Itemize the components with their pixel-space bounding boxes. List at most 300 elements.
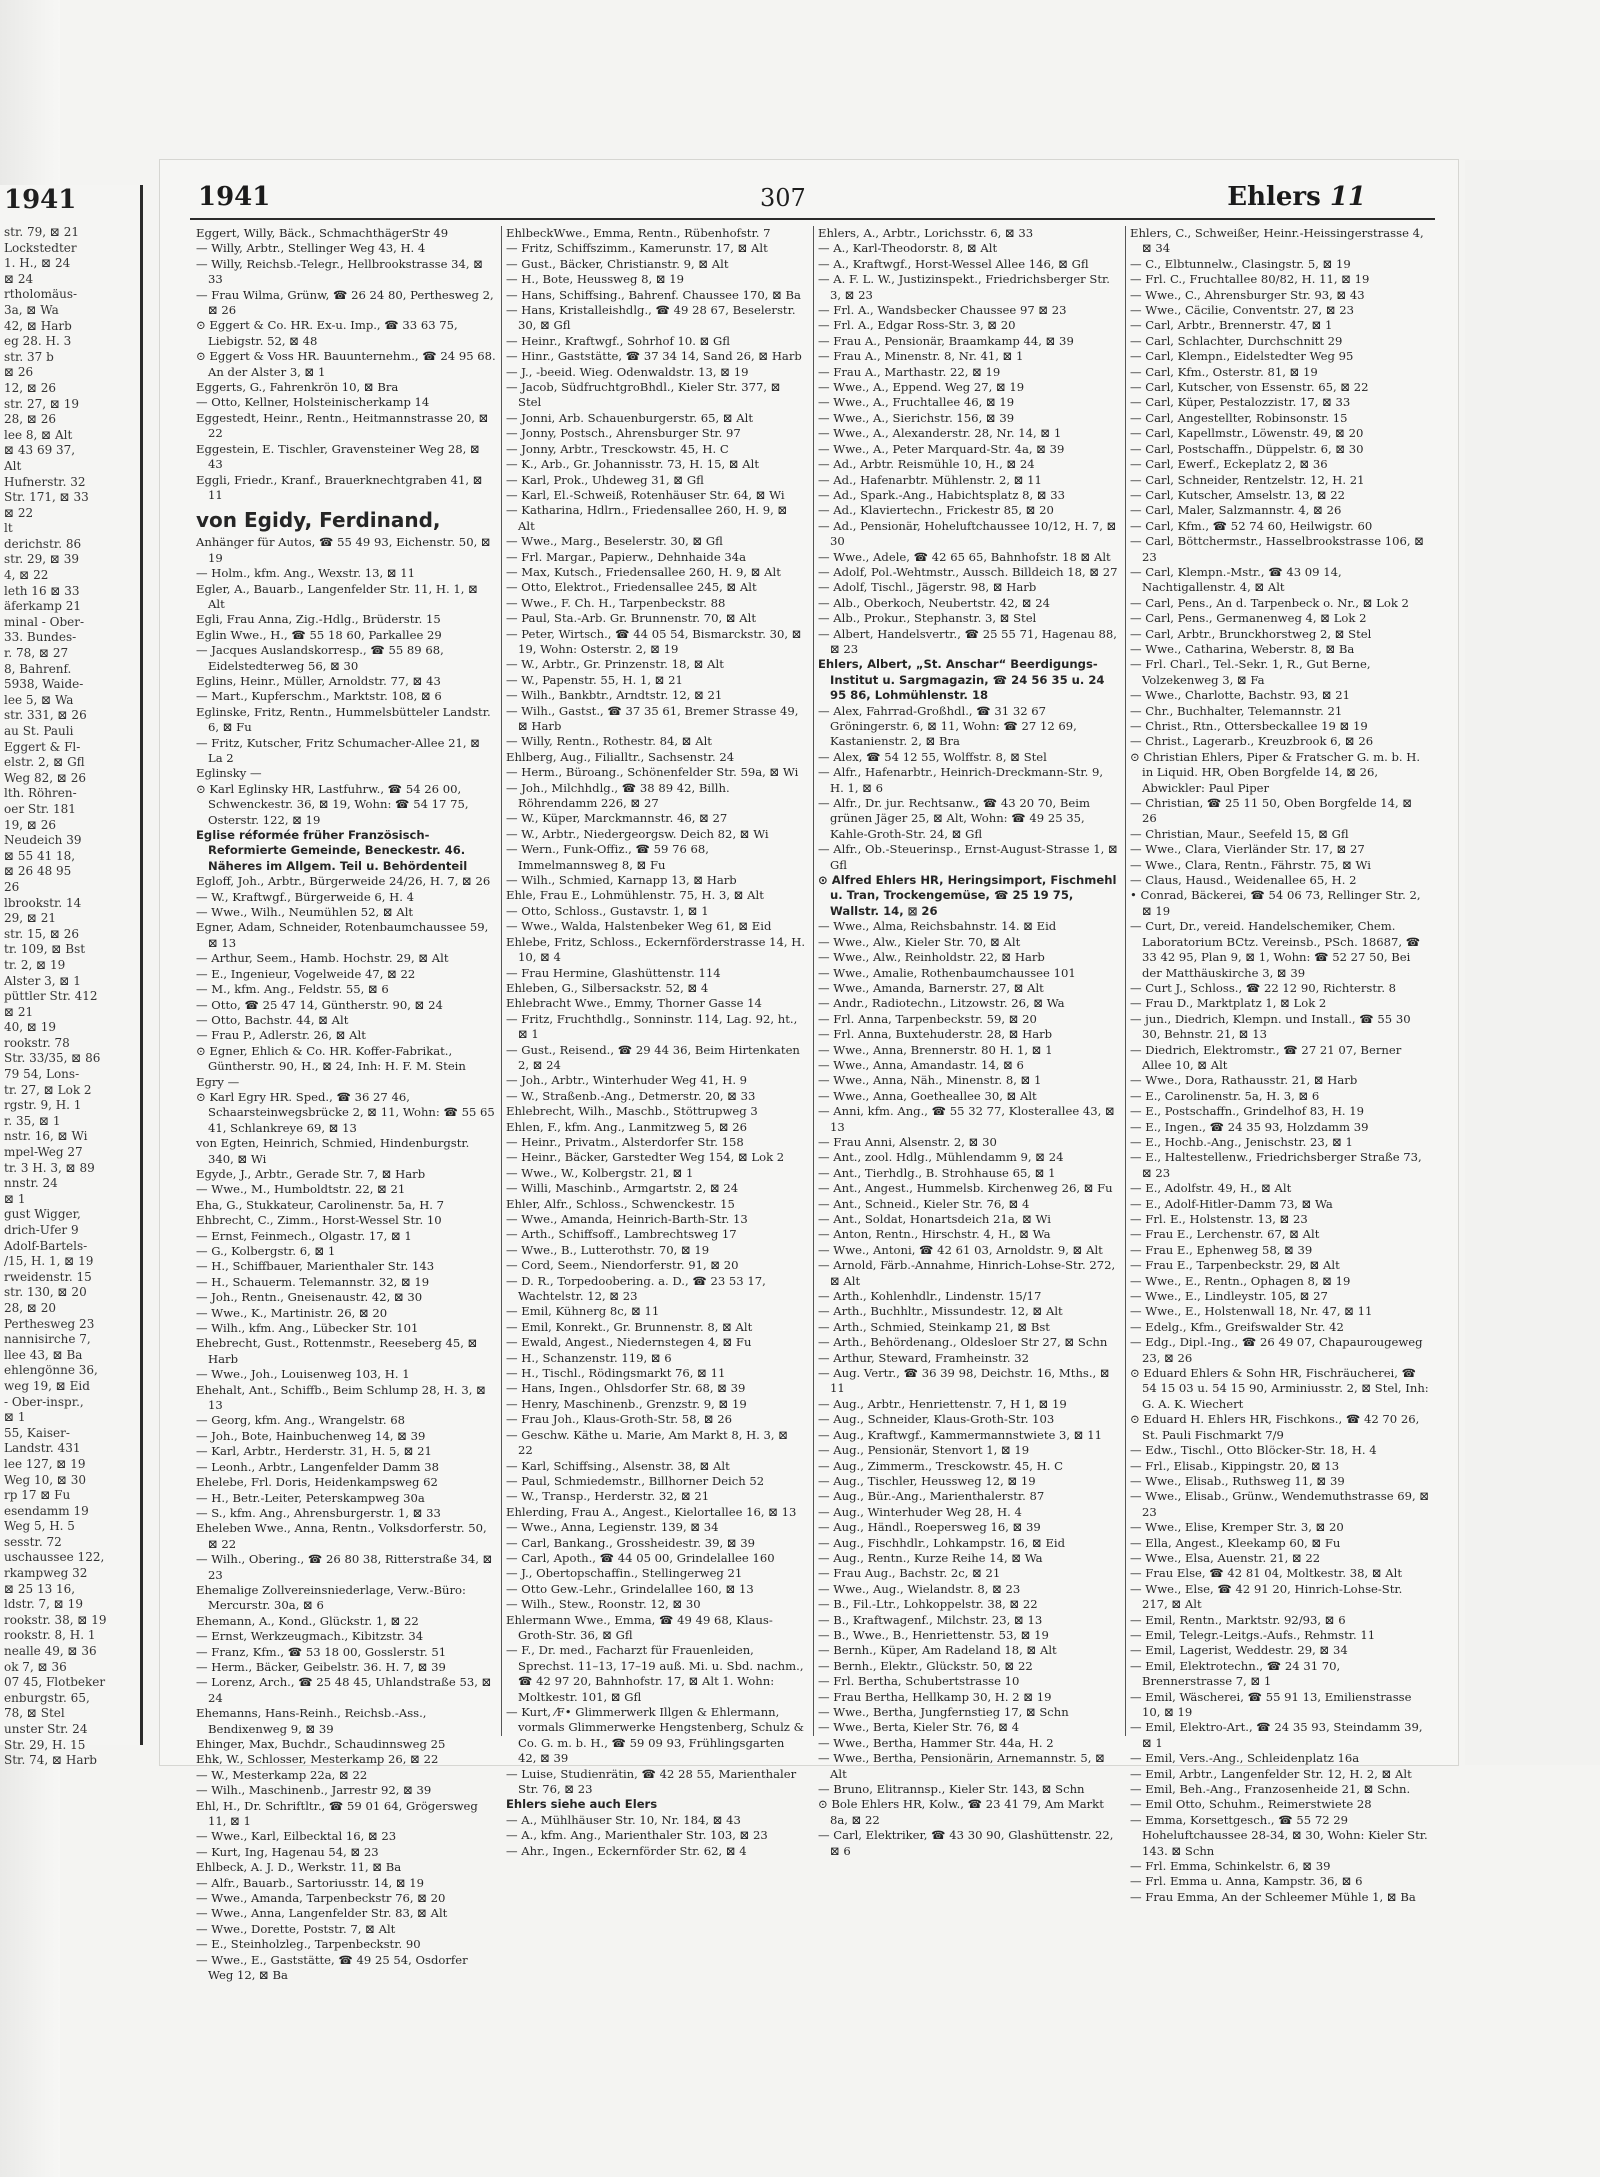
column-divider bbox=[1125, 226, 1126, 1736]
directory-entry: — Wwe., E., Gaststätte, ☎ 49 25 54, Osdorfer Weg 12, ⊠ Ba bbox=[196, 1952, 468, 1983]
directory-entry: — Wwe., Anna, Brennerstr. 80 H. 1, ⊠ 1 bbox=[818, 1042, 1053, 1057]
previous-page-line: ⊠ 1 bbox=[4, 1410, 26, 1425]
directory-entry: — Wilh., Stew., Roonstr. 12, ⊠ 30 bbox=[506, 1597, 701, 1612]
previous-page-line: lbrookstr. 14 bbox=[4, 895, 82, 910]
directory-entry: Ehlbeck, A. J. D., Werkstr. 11, ⊠ Ba bbox=[196, 1860, 402, 1875]
directory-entry: Ehbrecht, C., Zimm., Horst-Wessel Str. 10 bbox=[196, 1213, 442, 1228]
directory-entry: — Wwe., Catharina, Weberstr. 8, ⊠ Ba bbox=[1130, 641, 1355, 656]
previous-page-line: 55, Kaiser- bbox=[4, 1425, 70, 1440]
directory-entry: Ehemann, A., Kond., Glückstr. 1, ⊠ 22 bbox=[196, 1613, 419, 1628]
directory-entry: — Fritz, Schiffszimm., Kamerunstr. 17, ⊠ Alt bbox=[506, 241, 768, 256]
previous-page-line: 12, ⊠ 26 bbox=[4, 380, 57, 395]
directory-entry: — Wwe., Elsa, Auenstr. 21, ⊠ 22 bbox=[1130, 1550, 1321, 1565]
previous-page-line: Eggert & Fl- bbox=[4, 739, 81, 754]
directory-entry: — Wwe., Anna, Langenfelder Str. 83, ⊠ Alt bbox=[196, 1906, 448, 1921]
previous-page-line: tr. 3 H. 3, ⊠ 89 bbox=[4, 1160, 95, 1175]
directory-entry: — Gust., Reisend., ☎ 29 44 36, Beim Hirtenkaten 2, ⊠ 24 bbox=[506, 1042, 800, 1072]
previous-page-line: 1. H., ⊠ 24 bbox=[4, 256, 71, 271]
directory-entry: — Ad., Spark.-Ang., Habichtsplatz 8, ⊠ 33 bbox=[818, 487, 1066, 502]
directory-entry: — Ant., zool. Hdlg., Mühlendamm 9, ⊠ 24 bbox=[818, 1150, 1064, 1165]
directory-entry: — Wwe., Bertha, Jungfernstieg 17, ⊠ Schn bbox=[818, 1705, 1069, 1719]
directory-entry: — Wwe., Berta, Kieler Str. 76, ⊠ 4 bbox=[818, 1720, 1020, 1735]
directory-entry: — Willy, Arbtr., Stellinger Weg 43, H. 4 bbox=[196, 241, 426, 256]
page-header bbox=[160, 182, 1458, 222]
directory-entry: — Wwe., Anna, Goetheallee 30, ⊠ Alt bbox=[818, 1088, 1037, 1103]
running-head bbox=[1227, 182, 1366, 212]
directory-entry: — Wwe., Alw., Reinholdstr. 22, ⊠ Harb bbox=[818, 950, 1045, 965]
previous-page-line: 33. Bundes- bbox=[4, 630, 77, 645]
directory-entry: Egner, Adam, Schneider, Rotenbaumchaussee 59, ⊠ 13 bbox=[196, 920, 489, 950]
directory-entry: — Wwe., Amanda, Barnerstr. 27, ⊠ Alt bbox=[818, 980, 1044, 995]
directory-entry: — Arth., Kohlenhdlr., Lindenstr. 15/17 bbox=[818, 1289, 1042, 1304]
directory-entry: — Max, Kutsch., Friedensallee 260, H. 9, ⊠ Alt bbox=[506, 564, 781, 579]
previous-page-line: rkampweg 32 bbox=[4, 1566, 88, 1581]
directory-entry: — Herm., Büroang., Schönenfelder Str. 59a, ⊠ Wi bbox=[506, 765, 799, 780]
directory-entry: — Jacques Auslandskorresp., ☎ 55 89 68, Eidelstedterweg 56, ⊠ 30 bbox=[196, 643, 444, 673]
directory-entry: ⊙ Eggert & Co. HR. Ex-u. Imp., ☎ 33 63 75, Liebigstr. 52, ⊠ 48 bbox=[196, 318, 458, 348]
directory-entry: — Alfr., Hafenarbtr., Heinrich-Dreckmann-Str. 9, H. 1, ⊠ 6 bbox=[818, 765, 1104, 795]
directory-entry: — Wwe., Charlotte, Bachstr. 93, ⊠ 21 bbox=[1130, 688, 1350, 703]
previous-page-line: llee 43, ⊠ Ba bbox=[4, 1347, 83, 1362]
directory-entry: — Otto, Schloss., Gustavstr. 1, ⊠ 1 bbox=[506, 903, 709, 918]
previous-page-line: str. 29, ⊠ 39 bbox=[4, 552, 80, 567]
directory-entry: — Franz, Kfm., ☎ 53 18 00, Gosslerstr. 51 bbox=[196, 1644, 447, 1659]
directory-entry: — Wilh., Obering., ☎ 26 80 38, Ritterstraße 34, ⊠ 23 bbox=[196, 1552, 493, 1582]
directory-entry: — Aug., Fischhdlr., Lohkampstr. 16, ⊠ Eid bbox=[818, 1535, 1066, 1550]
directory-entry: — Wwe., E., Rentn., Ophagen 8, ⊠ 19 bbox=[1130, 1273, 1351, 1288]
directory-entry: — Wwe., B., Lutterothstr. 70, ⊠ 19 bbox=[506, 1242, 710, 1257]
previous-page-line: lth. Röhren- bbox=[4, 786, 77, 801]
previous-page-line: minal - Ober- bbox=[4, 614, 85, 629]
column-divider bbox=[813, 226, 814, 1736]
directory-entry: — Diedrich, Elektromstr., ☎ 27 21 07, Berner Allee 10, ⊠ Alt bbox=[1130, 1042, 1402, 1072]
column-1 bbox=[196, 226, 496, 1983]
directory-entry: — Willy, Reichsb.-Telegr., Hellbrookstrasse 34, ⊠ 33 bbox=[196, 256, 484, 287]
directory-entry: — Wwe., Wilh., Neumühlen 52, ⊠ Alt bbox=[196, 905, 414, 920]
directory-entry: — Alfr., Ob.-Steuerinsp., Ernst-August-Strasse 1, ⊠ Gfl bbox=[818, 842, 1118, 872]
directory-entry: — Wwe., Bertha, Hammer Str. 44a, H. 2 bbox=[818, 1735, 1054, 1750]
directory-entry: — H., Schiffbauer, Marienthaler Str. 143 bbox=[196, 1259, 435, 1274]
directory-entry: — jun., Diedrich, Klempn. und Install., ☎ 55 30 30, Behnstr. 21, ⊠ 13 bbox=[1130, 1011, 1411, 1042]
directory-entry: — Frau Else, ☎ 42 81 04, Moltkestr. 38, ⊠ Alt bbox=[1130, 1566, 1403, 1581]
directory-entry: — Frau E., Tarpenbeckstr. 29, ⊠ Alt bbox=[1130, 1258, 1340, 1273]
directory-entry: — Ernst, Werkzeugmach., Kibitzstr. 34 bbox=[196, 1629, 424, 1644]
directory-entry: — Aug., Rentn., Kurze Reihe 14, ⊠ Wa bbox=[818, 1550, 1043, 1565]
directory-entry: Ehebrecht, Gust., Rottenmstr., Reeseberg 45, ⊠ Harb bbox=[196, 1336, 478, 1366]
previous-page-line: 5938, Waide- bbox=[4, 677, 84, 692]
directory-entry: — Herm., Bäcker, Geibelstr. 36. H. 7, ⊠ 39 bbox=[196, 1659, 446, 1674]
directory-entry: — Carl, Kfm., Osterstr. 81, ⊠ 19 bbox=[1130, 364, 1318, 379]
directory-entry: — Otto, ☎ 25 47 14, Güntherstr. 90, ⊠ 24 bbox=[196, 997, 443, 1012]
directory-entry: Ehlers, Albert, „St. Anschar“ Beerdigungs-Institut u. Sargmagazin, ☎ 24 56 35 u. 24 95 86, Lohmühlenstr. 18 bbox=[818, 657, 1105, 703]
directory-entry: — Carl, Kutscher, Amselstr. 13, ⊠ 22 bbox=[1130, 487, 1346, 502]
directory-entry: — Otto, Elektrot., Friedensallee 245, ⊠ Alt bbox=[506, 580, 757, 595]
directory-entry: — Aug., Bür.-Ang., Marienthalerstr. 87 bbox=[818, 1489, 1045, 1504]
previous-page-line: Weg 5, H. 5 bbox=[4, 1519, 75, 1534]
directory-entry: Eglins, Heinr., Müller, Arnoldstr. 77, ⊠ 43 bbox=[196, 673, 441, 688]
directory-entry: — Wwe., A., Alexanderstr. 28, Nr. 14, ⊠ 1 bbox=[818, 426, 1062, 441]
directory-entry: — Alex, ☎ 54 12 55, Wolffstr. 8, ⊠ Stel bbox=[818, 749, 1047, 764]
directory-entry: — Fritz, Kutscher, Fritz Schumacher-Allee 21, ⊠ La 2 bbox=[196, 735, 480, 765]
previous-page-line: 4, ⊠ 22 bbox=[4, 568, 49, 583]
directory-entry: Ehemanns, Hans-Reinh., Reichsb.-Ass., Bendixenweg 9, ⊠ 39 bbox=[196, 1706, 427, 1736]
directory-entry: — Jonny, Arbtr., Tresckowstr. 45, H. C bbox=[506, 441, 729, 456]
directory-entry: — Carl, Klempn.-Mstr., ☎ 43 09 14, Nachtigallenstr. 4, ⊠ Alt bbox=[1130, 564, 1342, 595]
directory-entry: — Wwe., A., Peter Marquard-Str. 4a, ⊠ 39 bbox=[818, 441, 1065, 456]
directory-entry: — Aug., Tischler, Heussweg 12, ⊠ 19 bbox=[818, 1473, 1036, 1488]
directory-entry: ⊙ Karl Eglinsky HR, Lastfuhrw., ☎ 54 26 00, Schwenckestr. 36, ⊠ 19, Wohn: ☎ 54 17 75, Osterstr. 122, ⊠ 19 bbox=[196, 781, 469, 827]
directory-entry: — Henry, Maschinenb., Grenzstr. 9, ⊠ 19 bbox=[506, 1396, 747, 1411]
directory-entry: — H., Tischl., Rödingsmarkt 76, ⊠ 11 bbox=[506, 1366, 726, 1381]
directory-entry: — Emil, Rentn., Marktstr. 92/93, ⊠ 6 bbox=[1130, 1612, 1346, 1627]
previous-page-line: au St. Pauli bbox=[4, 724, 74, 738]
directory-entry: Eggert, Willy, Bäck., SchmachthägerStr 49 bbox=[196, 226, 449, 240]
previous-page-line: uschaussee 122, bbox=[4, 1550, 105, 1565]
directory-entry: Ehlberg, Aug., Filialltr., Sachsenstr. 24 bbox=[506, 749, 735, 764]
directory-entry: von Egidy, Ferdinand, bbox=[196, 508, 441, 533]
directory-entry: ⊙ Eduard Ehlers & Sohn HR, Fischräucherei, ☎ 54 15 03 u. 54 15 90, Arminiusstr. 2, ⊠ Stel, Inh: G. A. K. Wiechert bbox=[1130, 1366, 1429, 1411]
directory-entry: Eglinske, Fritz, Rentn., Hummelsbütteler Landstr. 6, ⊠ Fu bbox=[196, 704, 491, 735]
directory-entry: — Emil, Telegr.-Leitgs.-Aufs., Rehmstr. 11 bbox=[1130, 1627, 1376, 1642]
directory-entry: — Wwe., Dora, Rathausstr. 21, ⊠ Harb bbox=[1130, 1073, 1358, 1088]
directory-entry: — Wwe., Alma, Reichsbahnstr. 14. ⊠ Eid bbox=[818, 919, 1057, 934]
directory-entry: — Frau Aug., Bachstr. 2c, ⊠ 21 bbox=[818, 1566, 1001, 1581]
directory-entry: — Paul, Sta.-Arb. Gr. Brunnenstr. 70, ⊠ Alt bbox=[506, 611, 757, 626]
directory-entry: — Ant., Schneid., Kieler Str. 76, ⊠ 4 bbox=[818, 1196, 1030, 1211]
directory-entry: — Wwe., F. Ch. H., Tarpenbeckstr. 88 bbox=[506, 595, 726, 610]
directory-entry: — Wwe., A., Eppend. Weg 27, ⊠ 19 bbox=[818, 380, 1025, 395]
directory-entry: — W., Kraftwgf., Bürgerweide 6, H. 4 bbox=[196, 889, 414, 904]
directory-entry: — Aug., Kraftwgf., Kammermannstwiete 3, ⊠ 11 bbox=[818, 1427, 1102, 1442]
previous-page-line: püttler Str. 412 bbox=[4, 989, 98, 1004]
directory-entry: Eha, G., Stukkateur, Carolinenstr. 5a, H. 7 bbox=[196, 1197, 445, 1212]
previous-page-line: Neudeich 39 bbox=[4, 833, 82, 848]
directory-entry: — Frl. A., Edgar Ross-Str. 3, ⊠ 20 bbox=[818, 318, 1016, 333]
directory-entry: — Carl, Postschaffn., Düppelstr. 6, ⊠ 30 bbox=[1130, 441, 1364, 456]
directory-entry: — E., Haltestellenw., Friedrichsberger Straße 73, ⊠ 23 bbox=[1130, 1150, 1422, 1180]
directory-entry: — Wwe., Aug., Wielandstr. 8, ⊠ 23 bbox=[818, 1581, 1021, 1596]
directory-entry: — J., Obertopschaffin., Stellingerweg 21 bbox=[506, 1566, 743, 1581]
directory-entry: — Wwe., Amanda, Heinrich-Barth-Str. 13 bbox=[506, 1212, 748, 1226]
directory-entry: — Frau Joh., Klaus-Groth-Str. 58, ⊠ 26 bbox=[506, 1412, 733, 1427]
previous-page-line: ⊠ 1 bbox=[4, 1191, 26, 1206]
directory-entry: — Christ., Rtn., Ottersbeckallee 19 ⊠ 19 bbox=[1130, 719, 1368, 733]
directory-entry: EhlbeckWwe., Emma, Rentn., Rübenhofstr. 7 bbox=[506, 226, 771, 240]
directory-entry: — Peter, Wirtsch., ☎ 44 05 54, Bismarckstr. 30, ⊠ 19, Wohn: Osterstr. 2, ⊠ 19 bbox=[506, 626, 802, 656]
directory-entry: — Joh., Milchhdlg., ☎ 38 89 42, Billh. Röhrendamm 226, ⊠ 27 bbox=[506, 780, 730, 811]
directory-entry: Ehl, H., Dr. Schriftltr., ☎ 59 01 64, Grögersweg 11, ⊠ 1 bbox=[196, 1798, 478, 1829]
directory-entry: — Wwe., Cäcilie, Conventstr. 27, ⊠ 23 bbox=[1130, 303, 1355, 318]
directory-entry: Eggli, Friedr., Kranf., Brauerknechtgraben 41, ⊠ 11 bbox=[196, 472, 483, 502]
directory-entry: — Alfr., Dr. jur. Rechtsanw., ☎ 43 20 70, Beim grünen Jäger 25, ⊠ Alt, Wohn: ☎ 49 25 35, Kahle-Groth-Str. 24, ⊠ Gfl bbox=[818, 796, 1090, 841]
directory-entry: — Christian, ☎ 25 11 50, Oben Borgfelde 14, ⊠ 26 bbox=[1130, 796, 1413, 826]
directory-entry: — Emil, Arbtr., Langenfelder Str. 12, H. 2, ⊠ Alt bbox=[1130, 1766, 1412, 1781]
directory-entry: — Emil, Beh.-Ang., Franzosenheide 21, ⊠ Schn. bbox=[1130, 1782, 1411, 1797]
directory-entry: — E., Steinholzleg., Tarpenbeckstr. 90 bbox=[196, 1937, 421, 1952]
directory-entry: — W., Arbtr., Gr. Prinzenstr. 18, ⊠ Alt bbox=[506, 657, 724, 672]
directory-entry: — H., Bote, Heussweg 8, ⊠ 19 bbox=[506, 272, 684, 287]
directory-entry: — Wilh., Maschinenb., Jarrestr 92, ⊠ 39 bbox=[196, 1783, 432, 1798]
previous-page-line: Landstr. 431 bbox=[4, 1441, 81, 1456]
directory-entry: — E., Adolf-Hitler-Damm 73, ⊠ Wa bbox=[1130, 1196, 1333, 1211]
directory-entry: — Holm., kfm. Ang., Wexstr. 13, ⊠ 11 bbox=[196, 566, 416, 581]
directory-entry: — Bruno, Elitrannsp., Kieler Str. 143, ⊠ Schn bbox=[818, 1782, 1085, 1797]
directory-entry: — Otto Gew.-Lehr., Grindelallee 160, ⊠ 13 bbox=[506, 1581, 754, 1596]
directory-entry: — Wwe., Anna, Legienstr. 139, ⊠ 34 bbox=[506, 1520, 719, 1535]
directory-entry: — Carl, Kutscher, von Essenstr. 65, ⊠ 22 bbox=[1130, 380, 1369, 395]
previous-page-line: rookstr. 8, H. 1 bbox=[4, 1628, 96, 1643]
directory-entry: Ehle, Frau E., Lohmühlenstr. 75, H. 3, ⊠ Alt bbox=[506, 888, 764, 903]
previous-page-line: tr. 2, ⊠ 19 bbox=[4, 957, 66, 972]
directory-entry: — Lorenz, Arch., ☎ 25 48 45, Uhlandstraße 53, ⊠ 24 bbox=[196, 1675, 492, 1705]
previous-page-line: ⊠ 43 69 37, bbox=[4, 443, 76, 458]
directory-entry: — Ad., Klaviertechn., Frickestr 85, ⊠ 20 bbox=[818, 503, 1054, 518]
directory-entry: — Katharina, Hdlrn., Friedensallee 260, H. 9, ⊠ Alt bbox=[506, 503, 788, 533]
directory-entry: Egli, Frau Anna, Zig.-Hdlg., Brüderstr. 15 bbox=[196, 612, 441, 627]
directory-entry: ⊙ Eggert & Voss HR. Bauunternehm., ☎ 24 95 68. An der Alster 3, ⊠ 1 bbox=[196, 349, 496, 379]
previous-page-line: weg 19, ⊠ Eid bbox=[4, 1378, 90, 1393]
directory-entry: — Jonny, Postsch., Ahrensburger Str. 97 bbox=[506, 426, 741, 441]
directory-entry: — Luise, Studienrätin, ☎ 42 28 55, Marienthaler Str. 76, ⊠ 23 bbox=[506, 1766, 797, 1797]
directory-entry: — Edelg., Kfm., Greifswalder Str. 42 bbox=[1130, 1319, 1344, 1334]
previous-page-line: 07 45, Flotbeker bbox=[4, 1675, 106, 1690]
previous-page-fragment bbox=[0, 185, 143, 1768]
previous-page-line: str. 27, ⊠ 19 bbox=[4, 396, 80, 411]
directory-entry: ⊙ Eduard H. Ehlers HR, Fischkons., ☎ 42 70 26, St. Pauli Fischmarkt 7/9 bbox=[1130, 1412, 1420, 1442]
directory-entry: — Claus, Hausd., Weidenallee 65, H. 2 bbox=[1130, 873, 1357, 888]
directory-entry: — Aug., Winterhuder Weg 28, H. 4 bbox=[818, 1504, 1022, 1519]
directory-entry: — Wwe., K., Martinistr. 26, ⊠ 20 bbox=[196, 1305, 388, 1320]
directory-entry: — Arth., Buchhltr., Missundestr. 12, ⊠ Alt bbox=[818, 1304, 1063, 1319]
previous-page-line: ⊠ 55 41 18, bbox=[4, 848, 76, 863]
directory-entry: — E., Postschaffn., Grindelhof 83, H. 19 bbox=[1130, 1104, 1365, 1119]
directory-entry: — Alex, Fahrrad-Großhdl., ☎ 31 32 67 Gröningerstr. 6, ⊠ 11, Wohn: ☎ 27 12 69, Kastanienstr. 2, ⊠ Bra bbox=[818, 703, 1077, 749]
directory-entry: — Wwe., A., Sierichstr. 156, ⊠ 39 bbox=[818, 410, 1015, 425]
previous-page-line: 29, ⊠ 21 bbox=[4, 911, 57, 926]
directory-entry: — Cord, Seem., Niendorferstr. 91, ⊠ 20 bbox=[506, 1258, 739, 1273]
previous-page-line: 3a, ⊠ Wa bbox=[4, 302, 59, 317]
directory-entry: — D. R., Torpedoobering. a. D., ☎ 23 53 17, Wachtelstr. 12, ⊠ 23 bbox=[506, 1273, 766, 1304]
directory-entry: — Heinr., Kraftwgf., Sohrhof 10. ⊠ Gfl bbox=[506, 333, 730, 348]
previous-page-line: tr. 109, ⊠ Bst bbox=[4, 942, 86, 957]
directory-entry: — Wwe., E., Lindleystr. 105, ⊠ 27 bbox=[1130, 1289, 1328, 1304]
directory-entry: — Wwe., Dorette, Poststr. 7, ⊠ Alt bbox=[196, 1921, 396, 1936]
directory-entry: — Joh., Bote, Hainbuchenweg 14, ⊠ 39 bbox=[196, 1428, 426, 1443]
previous-page-line: 40, ⊠ 19 bbox=[4, 1020, 57, 1035]
directory-entry: — Frl. Charl., Tel.-Sekr. 1, R., Gut Berne, Volzekenweg 3, ⊠ Fa bbox=[1130, 657, 1371, 687]
directory-entry: — Joh., Arbtr., Winterhuder Weg 41, H. 9 bbox=[506, 1073, 748, 1088]
directory-entry: — Curt, Dr., vereid. Handelschemiker, Chem. Laboratorium BCtz. Vereinsb., PSch. 18687, ☎ 33 42 95, Plan 9, ⊠ 1, Wohn: ☎ 52 27 50, Bei der Matthäuskirche 3, ⊠ 39 bbox=[1130, 919, 1421, 980]
directory-entry: — Carl, Kapellmstr., Löwenstr. 49, ⊠ 20 bbox=[1130, 426, 1364, 441]
directory-entry: Eggerts, G., Fahrenkrön 10, ⊠ Bra bbox=[196, 380, 399, 395]
directory-entry: — Willy, Rentn., Rothestr. 84, ⊠ Alt bbox=[506, 734, 712, 749]
directory-entry: — Karl, Arbtr., Herderstr. 31, H. 5, ⊠ 21 bbox=[196, 1444, 432, 1459]
previous-page-line: lt bbox=[4, 521, 13, 536]
page-number: 307 bbox=[760, 184, 806, 212]
directory-entry: ⊙ Christian Ehlers, Piper & Fratscher G. m. b. H. in Liquid. HR, Oben Borgfelde 14, ⊠ 26, Abwickler: Paul Piper bbox=[1130, 749, 1421, 795]
directory-entry: — Adolf, Tischl., Jägerstr. 98, ⊠ Harb bbox=[818, 580, 1037, 595]
column-divider bbox=[501, 226, 502, 1736]
directory-entry: Ehlerding, Frau A., Angest., Kielortallee 16, ⊠ 13 bbox=[506, 1504, 797, 1519]
previous-page-line: ⊠ 22 bbox=[4, 505, 34, 520]
directory-entry: — Arthur, Steward, Framheinstr. 32 bbox=[818, 1350, 1030, 1365]
directory-entry: — Wwe., M., Humboldtstr. 22, ⊠ 21 bbox=[196, 1182, 406, 1197]
directory-entry: — Emil, Elektro-Art., ☎ 24 35 93, Steindamm 39, ⊠ 1 bbox=[1130, 1720, 1423, 1750]
directory-entry: — Frl. E., Holstenstr. 13, ⊠ 23 bbox=[1130, 1212, 1308, 1226]
directory-entry: — Georg, kfm. Ang., Wrangelstr. 68 bbox=[196, 1413, 406, 1428]
column-3 bbox=[818, 226, 1118, 1858]
directory-entry: — Emil, Wäscherei, ☎ 55 91 13, Emilienstrasse 10, ⊠ 19 bbox=[1130, 1689, 1412, 1719]
directory-entry: — Frl. Emma, Schinkelstr. 6, ⊠ 39 bbox=[1130, 1859, 1331, 1874]
directory-entry: — Karl, Prok., Uhdeweg 31, ⊠ Gfl bbox=[506, 472, 704, 487]
directory-entry: — Frau P., Adlerstr. 26, ⊠ Alt bbox=[196, 1028, 366, 1043]
directory-entry: — Wwe., Clara, Rentn., Fährstr. 75, ⊠ Wi bbox=[1130, 857, 1371, 872]
directory-entry: — Wwe., Amanda, Tarpenbeckstr 76, ⊠ 20 bbox=[196, 1891, 446, 1906]
directory-entry: — W., Mesterkamp 22a, ⊠ 22 bbox=[196, 1767, 368, 1782]
directory-entry: — Bernh., Elektr., Glückstr. 50, ⊠ 22 bbox=[818, 1658, 1033, 1673]
directory-entry: Eglise réformée früher Französisch-Reformierte Gemeinde, Beneckestr. 46. Näheres im Allgem. Teil u. Behördenteil bbox=[196, 828, 468, 873]
directory-entry: — M., kfm. Ang., Feldstr. 55, ⊠ 6 bbox=[196, 982, 389, 997]
directory-entry: — Carl, Klempn., Eidelstedter Weg 95 bbox=[1130, 349, 1354, 364]
directory-entry: — Frau D., Marktplatz 1, ⊠ Lok 2 bbox=[1130, 996, 1327, 1011]
directory-entry: — Arth., Schmied, Steinkamp 21, ⊠ Bst bbox=[818, 1319, 1050, 1334]
previous-page-line: 8, Bahrenf. bbox=[4, 661, 72, 676]
previous-page-line: Str. 33/35, ⊠ 86 bbox=[4, 1051, 101, 1066]
directory-entry: Eggestedt, Heinr., Rentn., Heitmannstrasse 20, ⊠ 22 bbox=[196, 410, 489, 441]
previous-page-line: gust Wigger, bbox=[4, 1207, 81, 1222]
directory-entry: — Frl., Elisab., Kippingstr. 20, ⊠ 13 bbox=[1130, 1458, 1340, 1473]
directory-entry: — Wwe., Elise, Kremper Str. 3, ⊠ 20 bbox=[1130, 1520, 1344, 1535]
directory-entry: — E., Ingen., ☎ 24 35 93, Holzdamm 39 bbox=[1130, 1119, 1369, 1134]
previous-page-line: Alt bbox=[4, 458, 22, 473]
directory-entry: — Frl. Anna, Buxtehuderstr. 28, ⊠ Harb bbox=[818, 1027, 1053, 1042]
directory-entry: — Frl. C., Fruchtallee 80/82, H. 11, ⊠ 19 bbox=[1130, 272, 1370, 287]
directory-entry: — E., Adolfstr. 49, H., ⊠ Alt bbox=[1130, 1181, 1292, 1196]
directory-entry: — Wwe., Clara, Vierländer Str. 17, ⊠ 27 bbox=[1130, 842, 1365, 857]
directory-entry: — Albert, Handelsvertr., ☎ 25 55 71, Hagenau 88, ⊠ 23 bbox=[818, 626, 1117, 656]
previous-page-line: ⊠ 26 48 95 bbox=[4, 864, 72, 879]
previous-page-line: esendamm 19 bbox=[4, 1503, 89, 1518]
previous-page-line: - Ober-inspr., bbox=[4, 1394, 84, 1409]
previous-page-line: str. 130, ⊠ 20 bbox=[4, 1285, 87, 1300]
previous-page-line: Alster 3, ⊠ 1 bbox=[4, 973, 81, 988]
running-head-name: Ehlers bbox=[1227, 182, 1321, 212]
directory-entry: — Alb., Oberkoch, Neubertstr. 42, ⊠ 24 bbox=[818, 595, 1050, 610]
directory-entry: — Wwe., Bertha, Pensionärin, Arnemannstr. 5, ⊠ Alt bbox=[818, 1751, 1105, 1781]
directory-entry: — Otto, Bachstr. 44, ⊠ Alt bbox=[196, 1012, 349, 1027]
directory-entry: — W., Transp., Herderstr. 32, ⊠ 21 bbox=[506, 1489, 710, 1504]
directory-entry: — Christian, Maur., Seefeld 15, ⊠ Gfl bbox=[1130, 826, 1349, 841]
directory-entry: — Wwe., Marg., Beselerstr. 30, ⊠ Gfl bbox=[506, 534, 723, 549]
directory-entry: — W., Papenstr. 55, H. 1, ⊠ 21 bbox=[506, 672, 683, 687]
previous-page-line: tr. 27, ⊠ Lok 2 bbox=[4, 1082, 92, 1097]
previous-page-line: ok 7, ⊠ 36 bbox=[4, 1659, 67, 1674]
directory-entry: — Paul, Schmiedemstr., Billhorner Deich 52 bbox=[506, 1473, 765, 1488]
directory-entry: — Karl, El.-Schweiß, Rotenhäuser Str. 64, ⊠ Wi bbox=[506, 487, 785, 502]
previous-page-line: ⊠ 21 bbox=[4, 1004, 34, 1019]
directory-entry: — Ahr., Ingen., Eckernförder Str. 62, ⊠ 4 bbox=[506, 1843, 747, 1858]
previous-page-line: rgstr. 9, H. 1 bbox=[4, 1098, 82, 1113]
previous-page-line: nnstr. 24 bbox=[4, 1176, 58, 1191]
directory-entry: — Kurt, ⁄F• Glimmerwerk Illgen & Ehlermann, vormals Glimmerwerke Hengstenberg, Schulz & Co. G. m. b. H., ☎ 59 09 93, Frühlingsgarten 42, ⊠ 39 bbox=[506, 1705, 804, 1766]
directory-entry: — Anton, Rentn., Hirschstr. 4, H., ⊠ Wa bbox=[818, 1227, 1051, 1242]
directory-entry: — S., kfm. Ang., Ahrensburgerstr. 1, ⊠ 33 bbox=[196, 1505, 441, 1520]
directory-entry: Ehemalige Zollvereinsniederlage, Verw.-Büro: Mercurstr. 30a, ⊠ 6 bbox=[196, 1582, 466, 1613]
directory-entry: Egler, A., Bauarb., Langenfelder Str. 11, H. 1, ⊠ Alt bbox=[196, 581, 478, 611]
directory-entry: — Emil, Lagerist, Weddestr. 29, ⊠ 34 bbox=[1130, 1643, 1348, 1658]
directory-entry: — Carl, Bankang., Grossheidestr. 39, ⊠ 39 bbox=[506, 1535, 755, 1550]
directory-entry: — A., Mühlhäuser Str. 10, Nr. 184, ⊠ 43 bbox=[506, 1812, 741, 1827]
directory-entry: — Jonni, Arb. Schauenburgerstr. 65, ⊠ Alt bbox=[506, 410, 754, 425]
directory-entry: — Arnold, Färb.-Annahme, Hinrich-Lohse-Str. 272, ⊠ Alt bbox=[818, 1258, 1116, 1288]
directory-entry: Ehleben, G., Silbersackstr. 52, ⊠ 4 bbox=[506, 980, 709, 995]
directory-entry: — Emil Otto, Schuhm., Reimerstwiete 28 bbox=[1130, 1797, 1372, 1812]
directory-entry: — Kurt, Ing, Hagenau 54, ⊠ 23 bbox=[196, 1844, 379, 1859]
directory-entry: — E., Ingenieur, Vogelweide 47, ⊠ 22 bbox=[196, 966, 416, 981]
directory-entry: — Emil, Elektrotechn., ☎ 24 31 70, Brennerstrasse 7, ⊠ 1 bbox=[1130, 1658, 1341, 1689]
directory-entry: — Carl, Apoth., ☎ 44 05 00, Grindelallee 160 bbox=[506, 1550, 775, 1565]
directory-entry: — Joh., Rentn., Gneisenaustr. 42, ⊠ 30 bbox=[196, 1290, 423, 1305]
previous-page-line: Weg 10, ⊠ 30 bbox=[4, 1472, 86, 1487]
directory-entry: — Ad., Arbtr. Reismühle 10, H., ⊠ 24 bbox=[818, 457, 1035, 472]
directory-entry: — Chr., Buchhalter, Telemannstr. 21 bbox=[1130, 703, 1343, 718]
previous-page-line: ldstr. 7, ⊠ 19 bbox=[4, 1597, 83, 1612]
directory-entry: — Willi, Maschinb., Armgartstr. 2, ⊠ 24 bbox=[506, 1181, 739, 1196]
scan-right-margin bbox=[1465, 160, 1600, 1765]
directory-entry: — Mart., Kupferschm., Marktstr. 108, ⊠ 6 bbox=[196, 689, 442, 704]
previous-page-line: 19, ⊠ 26 bbox=[4, 817, 57, 832]
previous-page-line: rtholomäus- bbox=[4, 287, 78, 302]
previous-page-line: r. 35, ⊠ 1 bbox=[4, 1113, 61, 1128]
entry-columns bbox=[190, 226, 1435, 1983]
directory-entry: — Hinr., Gaststätte, ☎ 37 34 14, Sand 26, ⊠ Harb bbox=[506, 349, 802, 364]
directory-entry: — Carl, Pens., An d. Tarpenbeck o. Nr., ⊠ Lok 2 bbox=[1130, 595, 1409, 610]
directory-entry: — Karl, Schiffsing., Alsenstr. 38, ⊠ Alt bbox=[506, 1458, 730, 1473]
directory-entry: Ehlers, C., Schweißer, Heinr.-Heissingerstrasse 4, ⊠ 34 bbox=[1130, 226, 1424, 256]
directory-entry: Eglinsky — bbox=[196, 766, 262, 781]
directory-entry: — Wilh., Gastst., ☎ 37 35 61, Bremer Strasse 49, ⊠ Harb bbox=[506, 703, 799, 733]
previous-page-line: nstr. 16, ⊠ Wi bbox=[4, 1129, 88, 1144]
directory-entry: ⊙ Bole Ehlers HR, Kolw., ☎ 23 41 79, Am Markt 8a, ⊠ 22 bbox=[818, 1797, 1104, 1827]
header-rule bbox=[190, 218, 1435, 220]
previous-page-line: 79 54, Lons- bbox=[4, 1067, 80, 1082]
previous-page-line: lee 127, ⊠ 19 bbox=[4, 1456, 86, 1471]
directory-entry: — Anni, kfm. Ang., ☎ 55 32 77, Klosterallee 43, ⊠ 13 bbox=[818, 1104, 1115, 1134]
previous-page-line: ⊠ 25 13 16, bbox=[4, 1581, 76, 1596]
directory-entry: Egloff, Joh., Arbtr., Bürgerweide 24/26, H. 7, ⊠ 26 bbox=[196, 874, 491, 889]
previous-page-line: Str. 29, H. 15 bbox=[4, 1737, 86, 1752]
directory-entry: — E., Carolinenstr. 5a, H. 3, ⊠ 6 bbox=[1130, 1088, 1320, 1103]
directory-entry: — Wwe., Elisab., Ruthsweg 11, ⊠ 39 bbox=[1130, 1473, 1345, 1488]
directory-entry: — Wilh., kfm. Ang., Lübecker Str. 101 bbox=[196, 1321, 419, 1336]
previous-page-line: Str. 171, ⊠ 33 bbox=[4, 490, 89, 505]
directory-entry: Ehlebrecht, Wilh., Maschb., Stöttrupweg 3 bbox=[506, 1104, 758, 1119]
previous-page-line: rweidenstr. 15 bbox=[4, 1269, 92, 1284]
directory-entry: — Wwe., W., Kolbergstr. 21, ⊠ 1 bbox=[506, 1165, 694, 1180]
directory-entry: — Ewald, Angest., Niedernstegen 4, ⊠ Fu bbox=[506, 1335, 752, 1350]
directory-entry: — A., Karl-Theodorstr. 8, ⊠ Alt bbox=[818, 241, 998, 256]
previous-page-line: eg 28. H. 3 bbox=[4, 334, 72, 349]
previous-page-line: Hufnerstr. 32 bbox=[4, 474, 86, 489]
previous-page-line: enburgstr. 65, bbox=[4, 1690, 90, 1705]
directory-entry: — Wwe., Joh., Louisenweg 103, H. 1 bbox=[196, 1367, 410, 1382]
previous-page-line: Weg 82, ⊠ 26 bbox=[4, 770, 86, 785]
page-year: 1941 bbox=[198, 182, 271, 212]
directory-entry: — B., Wwe., B., Henriettenstr. 53, ⊠ 19 bbox=[818, 1627, 1049, 1642]
directory-entry: — Ant., Tierhdlg., B. Strohhause 65, ⊠ 1 bbox=[818, 1165, 1056, 1180]
directory-entry: — W., Straßenb.-Ang., Detmerstr. 20, ⊠ 33 bbox=[506, 1088, 756, 1103]
directory-entry: — E., Hochb.-Ang., Jenischstr. 23, ⊠ 1 bbox=[1130, 1134, 1353, 1149]
